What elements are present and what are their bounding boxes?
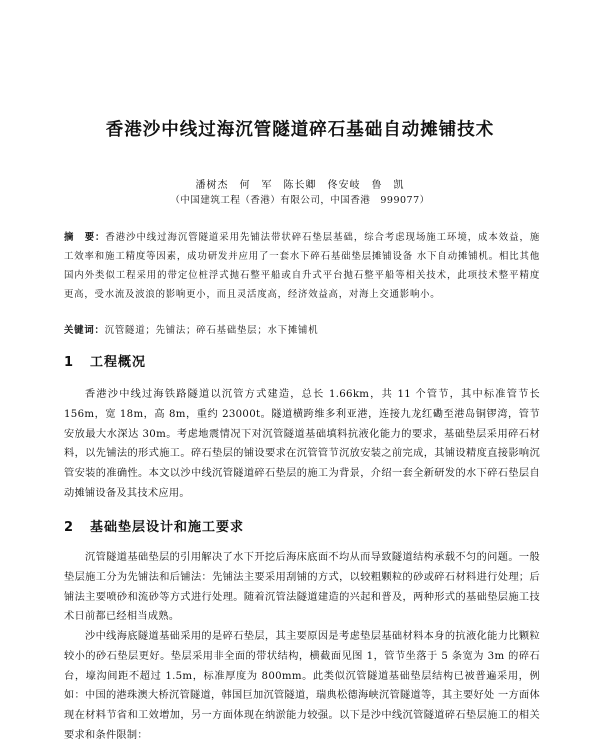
section-number-2: 2 (64, 520, 75, 535)
affiliation: （中国建筑工程（香港）有限公司，中国香港 999077） (170, 195, 430, 206)
abstract-text: 香港沙中线过海沉管隧道采用先铺法带状碎石垫层基础，综合考虑现场施工环境，成本效益，施工效率和施工精度等因素，成功研发并应用了一套水下碎石基础垫层摊铺设备 水下自动摊铺机。相比其他国内外类似工程采用的带定位桩浮式抛石整平船或自升式平台抛石整平船等相关技术，此项技术整平精度更高，受水流及波浪的影响更小，而且灵活度高，经济效益高，对海上交通影响小。 (64, 232, 540, 300)
section-number-1: 1 (64, 355, 75, 370)
abstract (64, 228, 540, 304)
paper-title: 香港沙中线过海沉管隧道碎石基础自动摊铺技术 (105, 120, 495, 140)
section-title-2: 基础垫层设计和施工要求 (90, 520, 245, 535)
section-title-1: 工程概况 (90, 355, 147, 370)
keywords (64, 322, 540, 336)
section-1-paragraph-1: 香港沙中线过海铁路隧道以沉管方式建造，总长 1.66km，共 11 个管节，其中标准管节长 156m，宽 18m，高 8m，重约 23000t。隧道横跨维多利亚港，连接九龙红磡至港岛铜锣湾，管节安放最大水深达 30m。考虑地震情况下对沉管隧道基础填料抗液化能力的要求，基础垫层采用碎石材料，以先铺法的形式施工。碎石垫层的铺设要求在沉管管节沉放安装之前完成，其铺设精度直接影响沉管安装的准确性。本文以沙中线沉管隧道碎石垫层的施工为背景，介绍一套全新研发的水下碎石垫层自动摊铺设备及其技术应用。 (64, 389, 540, 499)
section-2-paragraph-1: 沉管隧道基础垫层的引用解决了水下开挖后海床底面不均从而导致隧道结构承载不匀的问题。一般垫层施工分为先铺法和后铺法：先铺法主要采用刮铺的方式，以较粗颗粒的砂或碎石材料进行处理；后铺法主要喷砂和流砂等方式进行处理。随着沉管法隧道建造的兴起和普及，两种形式的基础垫层施工技术日前都已经相当成熟。 (64, 552, 540, 623)
section-2-paragraph-2: 沙中线海底隧道基础采用的是碎石垫层，其主要原因是考虑垫层基础材料本身的抗液化能力比颗粒较小的砂石垫层更好。垫层采用非全面的带状结构，横截面见图 1，管节坐落于 5 条宽为 3m 的碎石台，壕沟间距不超过 1.5m，标准厚度为 800mm。此类似沉管隧道基础垫层结构已被普遍采用，例如：中国的港珠澳大桥沉管隧道，韩国巨加沉管隧道，瑞典松德海峡沉管隧道等，其主要好处 一方面体现在材料节省和工效增加，另一方面体现在纳淤能力较强。以下是沙中线沉管隧道碎石垫层施工的相关要求和条件限制： (64, 631, 540, 741)
abstract-label: 摘 要： (64, 232, 106, 243)
section-heading-1 (64, 351, 146, 370)
keywords-text: 沉管隧道；先铺法；碎石基础垫层；水下摊铺机 (104, 325, 319, 336)
keywords-label: 关键词： (64, 325, 105, 336)
author-list: 潘树杰 何 军 陈长卿 佟安岐 鲁 凯 (195, 180, 405, 191)
section-heading-2 (64, 516, 244, 535)
